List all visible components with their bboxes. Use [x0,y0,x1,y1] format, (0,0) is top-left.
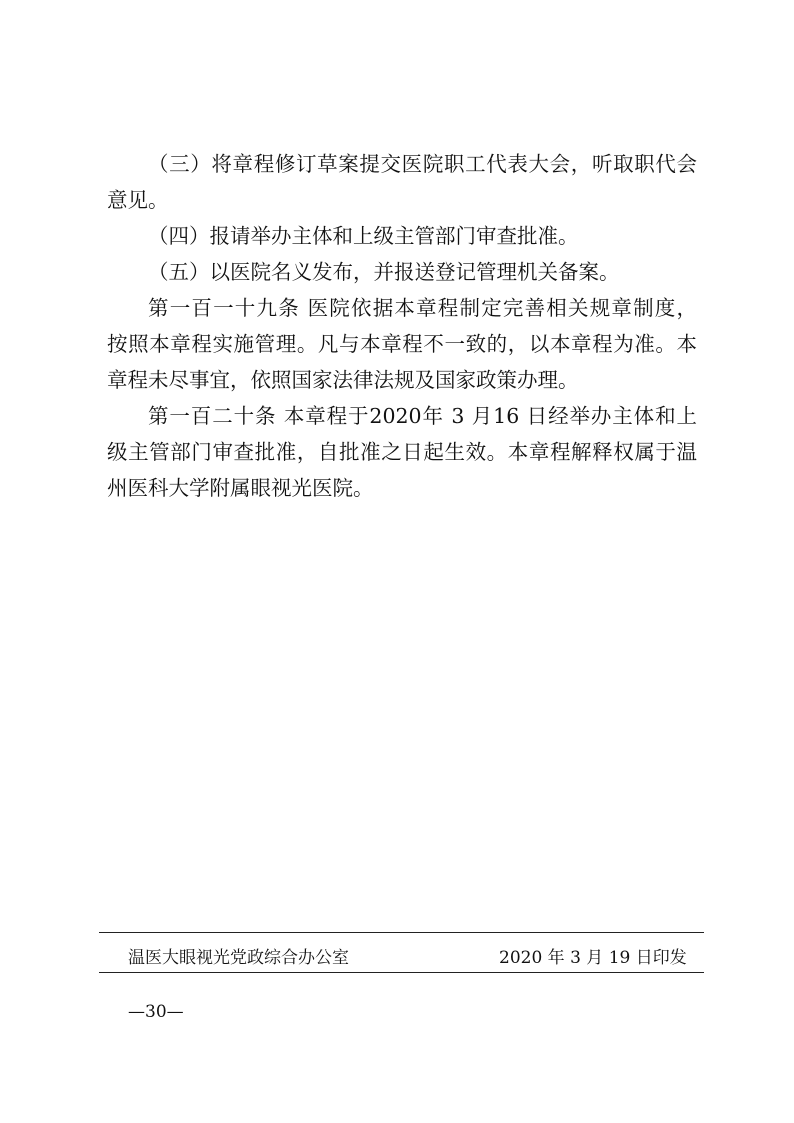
page-number: —30— [128,1002,184,1022]
paragraph-line: 第一百一十九条 医院依据本章程制定完善相关规章制度， [148,296,697,320]
paragraph-line: 按照本章程实施管理。凡与本章程不一致的，以本章程为准。本 [107,332,697,356]
paragraph-line: 级主管部门审查批准，自批准之日起生效。本章程解释权属于温 [107,440,697,464]
footer-top-rule [99,932,704,933]
paragraph-line: 第一百二十条 本章程于2020年 3 月16 日经举办主体和上 [148,404,697,428]
paragraph-line: （五）以医院名义发布，并报送登记管理机关备案。 [148,260,620,284]
paragraph-line: （四）报请举办主体和上级主管部门审查批准。 [148,224,579,248]
paragraph-line: 州医科大学附属眼视光医院。 [107,476,374,500]
issuer-text: 温医大眼视光党政综合办公室 [128,948,349,968]
issue-date: 2020 年 3 月 19 日印发 [499,948,687,968]
paragraph-line: 章程未尽事宜，依照国家法律法规及国家政策办理。 [107,368,579,392]
paragraph-line: （三）将章程修订草案提交医院职工代表大会，听取职代会 [148,152,697,176]
paragraph-line: 意见。 [107,188,169,212]
footer-bottom-rule [99,972,704,973]
